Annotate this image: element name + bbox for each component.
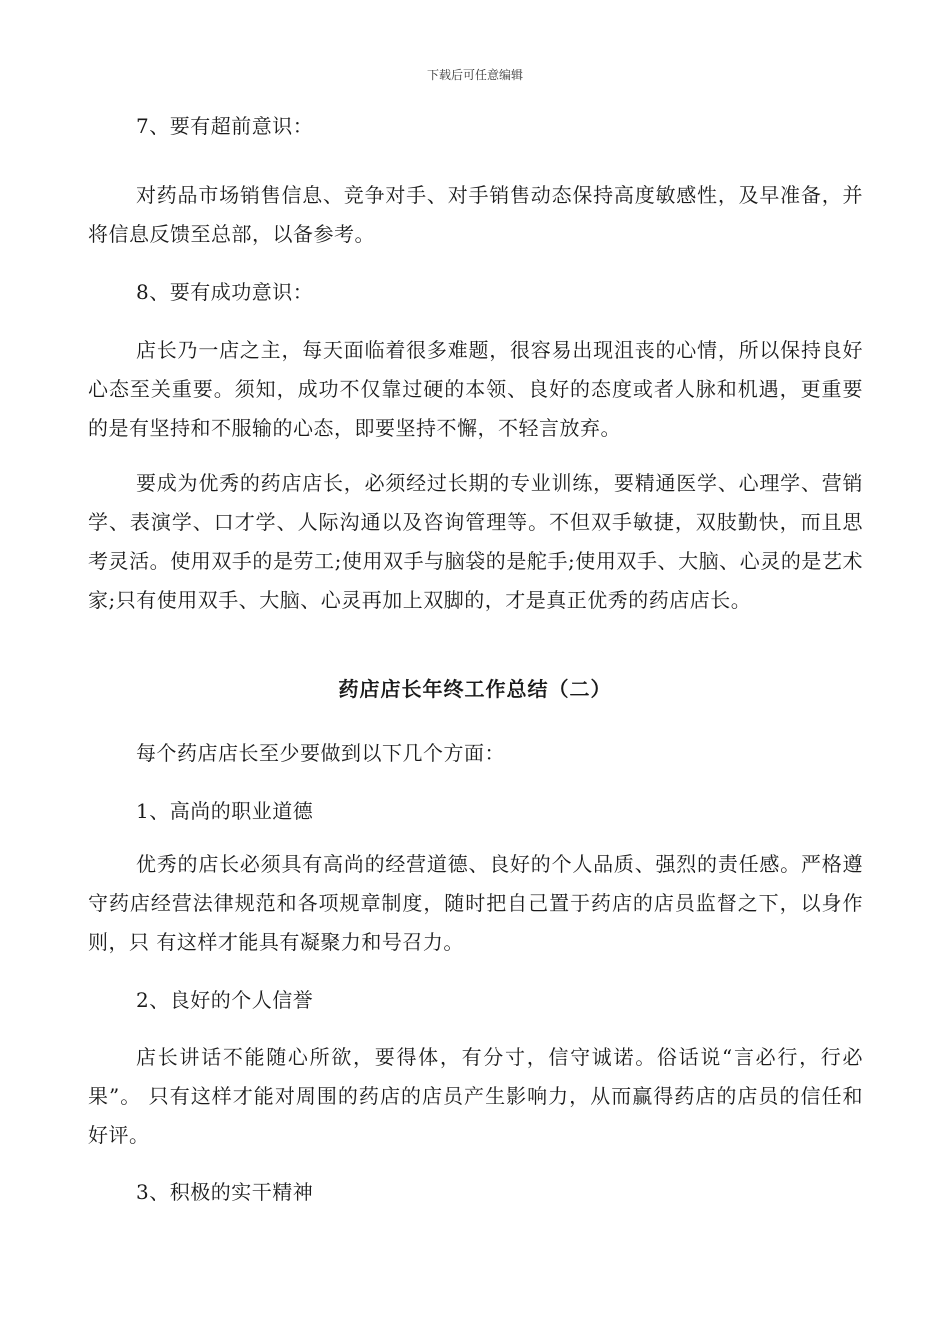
intro-paragraph: 每个药店店长至少要做到以下几个方面： — [136, 741, 505, 765]
item3-heading: 3、积极的实干精神 — [136, 1180, 314, 1204]
item7-body: 对药品市场销售信息、竞争对手、对手销售动态保持高度敏感性，及早准备，并将信息反馈至总部，以备参考。 — [88, 183, 863, 246]
item1-body: 优秀的店长必须具有高尚的经营道德、良好的个人品质、强烈的责任感。严格遵 守药店经营法律规范和各项规章制度，随时把自己置于药店的店员监督之下，以身作则，只 有这样才能具有凝聚力和号召力。 — [88, 852, 863, 954]
item8-body: 店长乃一店之主，每天面临着很多难题，很容易出现沮丧的心情，所以保持良好心态至关重要。须知，成功不仅靠过硬的本领、良好的态度或者人脉和机遇，更重要的是有坚持和不服输的心态，即要坚持不懈，不轻言放弃。 — [88, 338, 863, 440]
item8-heading: 8、要有成功意识： — [136, 280, 314, 304]
section-title: 药店店长年终工作总结（二） — [338, 677, 612, 701]
header-note: 下载后可任意编辑 — [426, 68, 523, 82]
item2-heading: 2、良好的个人信誉 — [136, 988, 314, 1012]
summary-paragraph: 要成为优秀的药店店长，必须经过长期的专业训练，要精通医学、心理学、营销学、表演学、口才学、人际沟通以及咨询管理等。不但双手敏捷，双肢勤快，而且思考灵活。使用双手的是劳工;使用双手与脑袋的是舵手;使用双手、大脑、心灵的是艺术家;只有使用双手、大脑、心灵再加上双脚的，才是真正优秀的药店店长。 — [88, 471, 863, 612]
item7-heading: 7、要有超前意识： — [136, 114, 314, 138]
item1-heading: 1、高尚的职业道德 — [136, 799, 314, 823]
item2-body: 店长讲话不能随心所欲，要得体，有分寸，信守诚诺。俗话说“言必行，行必果”。 只有这样才能对周围的药店的店员产生影响力，从而赢得药店的店员的信任和好评。 — [88, 1045, 863, 1147]
